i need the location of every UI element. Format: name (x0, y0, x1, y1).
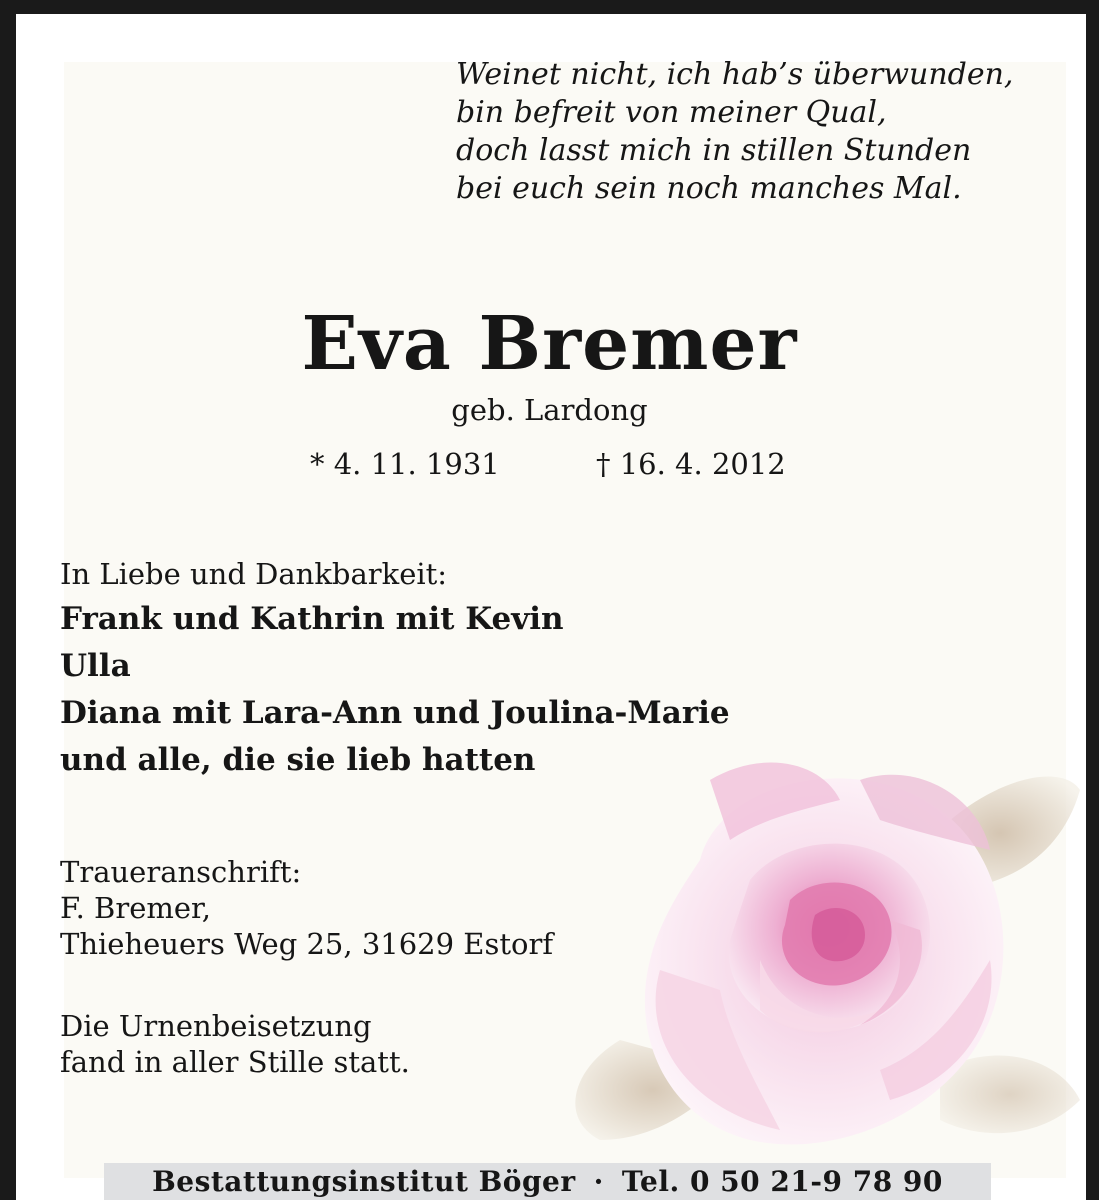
funeral-home-name: Bestattungsinstitut Böger (152, 1165, 576, 1198)
burial-line: Die Urnenbeisetzung (60, 1009, 372, 1043)
mourner-line: Frank und Kathrin mit Kevin (60, 601, 564, 637)
rose-illustration (560, 740, 1080, 1180)
poem-line: bei euch sein noch manches Mal. (456, 171, 962, 206)
funeral-home-footer (104, 1163, 991, 1200)
mourners-list (60, 596, 730, 784)
footer-separator: · (593, 1165, 604, 1198)
mourners-intro: In Liebe und Dankbarkeit: (60, 557, 448, 591)
poem-line: doch lasst mich in stillen Stunden (456, 133, 972, 168)
mourner-line: Diana mit Lara-Ann und Joulina-Marie (60, 695, 730, 731)
address-line: Thieheuers Weg 25, 31629 Estorf (60, 927, 554, 961)
burial-line: fand in aller Stille statt. (60, 1045, 410, 1079)
birth-name: geb. Lardong (451, 393, 648, 427)
mourning-address (60, 854, 553, 962)
address-label: Traueranschrift: (60, 855, 302, 889)
burial-note (60, 1008, 410, 1080)
birth-date: * 4. 11. 1931 (310, 447, 500, 481)
mourner-line: und alle, die sie lieb hatten (60, 742, 536, 778)
address-line: F. Bremer, (60, 891, 211, 925)
poem-line: bin befreit von meiner Qual, (456, 95, 887, 130)
poem (456, 56, 1013, 208)
funeral-home-phone: Tel. 0 50 21-9 78 90 (621, 1165, 943, 1198)
deceased-name: Eva Bremer (301, 301, 798, 387)
death-date: † 16. 4. 2012 (596, 447, 786, 481)
poem-line: Weinet nicht, ich hab’s überwunden, (456, 57, 1014, 92)
mourner-line: Ulla (60, 648, 131, 684)
